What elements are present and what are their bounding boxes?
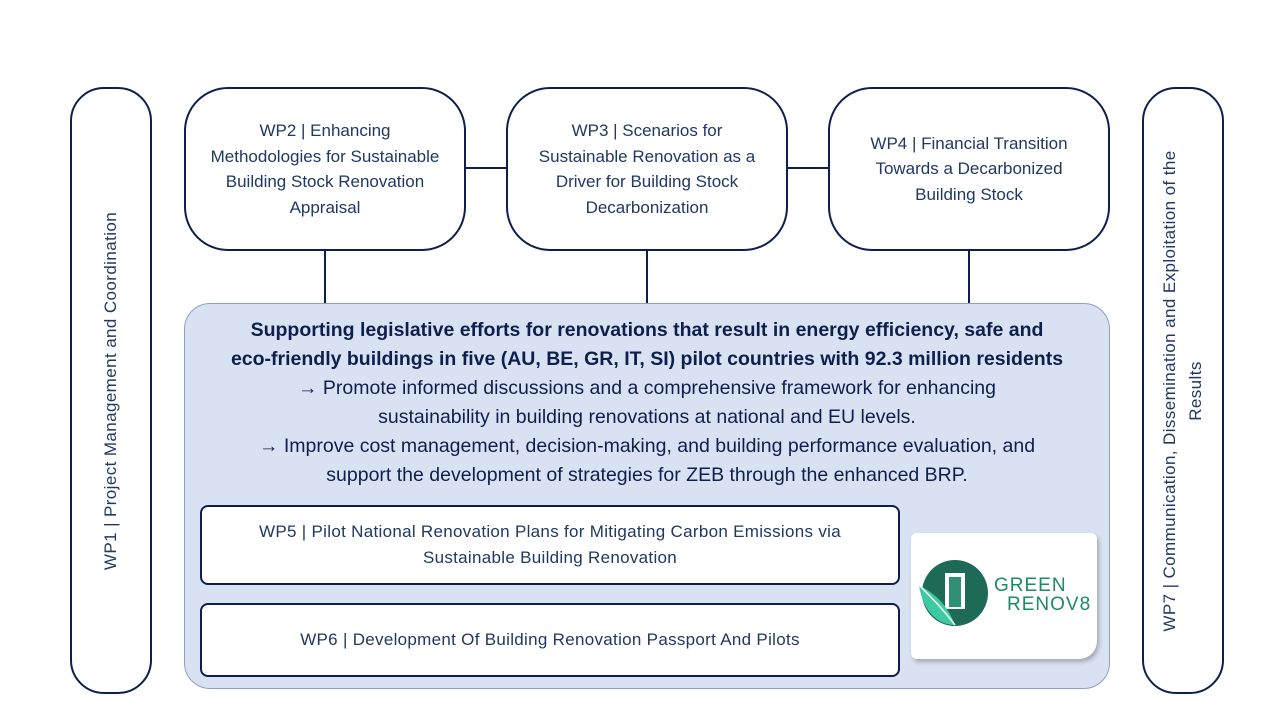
logo-word-renov8: RENOV8: [1007, 594, 1092, 615]
wp6-label: WP6 | Development Of Building Renovation Passport And Pilots: [300, 630, 800, 649]
wp4-label: WP4 | Financial Transition Towards a Decarbonized Building Stock: [870, 133, 1068, 204]
wp7-label-line1: WP7 | Communication, Dissemination and Exploitation of the: [1160, 149, 1179, 632]
objective-bullet1-line2: sustainability in building renovations at national and EU levels.: [378, 406, 916, 428]
wp6-box: [200, 603, 900, 677]
connector-wp3-wp4: [787, 167, 829, 169]
objective-bullet1-line1: → Promote informed discussions and a comprehensive framework for enhancing: [297, 377, 996, 399]
wp3-box: [506, 87, 788, 251]
connector-wp4-center: [968, 250, 970, 304]
objectives-text: [185, 316, 1109, 490]
connector-wp2-center: [324, 250, 326, 304]
objective-bullet2-line1: → Improve cost management, decision-making, and building performance evaluation, and: [258, 435, 1036, 457]
wp4-box: [828, 87, 1110, 251]
connector-wp2-wp3: [465, 167, 507, 169]
wp2-box: [184, 87, 466, 251]
wp1-label: WP1 | Project Management and Coordination: [101, 211, 120, 570]
objective-headline-line2: eco-friendly buildings in five (AU, BE, GR, IT, SI) pilot countries with 92.3 million residents: [230, 348, 1064, 370]
wp7-label: [1157, 111, 1209, 671]
objective-bullet2-line2: support the development of strategies for ZEB through the enhanced BRP.: [326, 464, 968, 486]
objective-headline-line1: Supporting legislative efforts for renovations that result in energy efficiency, safe and: [250, 319, 1044, 341]
wp2-label: WP2 | Enhancing Methodologies for Sustainable Building Stock Renovation Appraisal: [210, 121, 440, 217]
wp5-box: [200, 505, 900, 585]
wp7-label-line2: Results: [1186, 360, 1205, 421]
wp3-label: WP3 | Scenarios for Sustainable Renovation as a Driver for Building Stock Decarbonization: [538, 121, 756, 217]
greenrenov8-logo: [911, 533, 1097, 659]
wp1-box: [70, 87, 152, 694]
wp7-box: [1142, 87, 1224, 694]
wp5-label: WP5 | Pilot National Renovation Plans for Mitigating Carbon Emissions via Sustainable Building Renovation: [259, 522, 841, 567]
connector-wp3-center: [646, 250, 648, 304]
logo-emblem-icon: [915, 555, 993, 629]
logo-word-green: GREEN: [994, 575, 1067, 596]
